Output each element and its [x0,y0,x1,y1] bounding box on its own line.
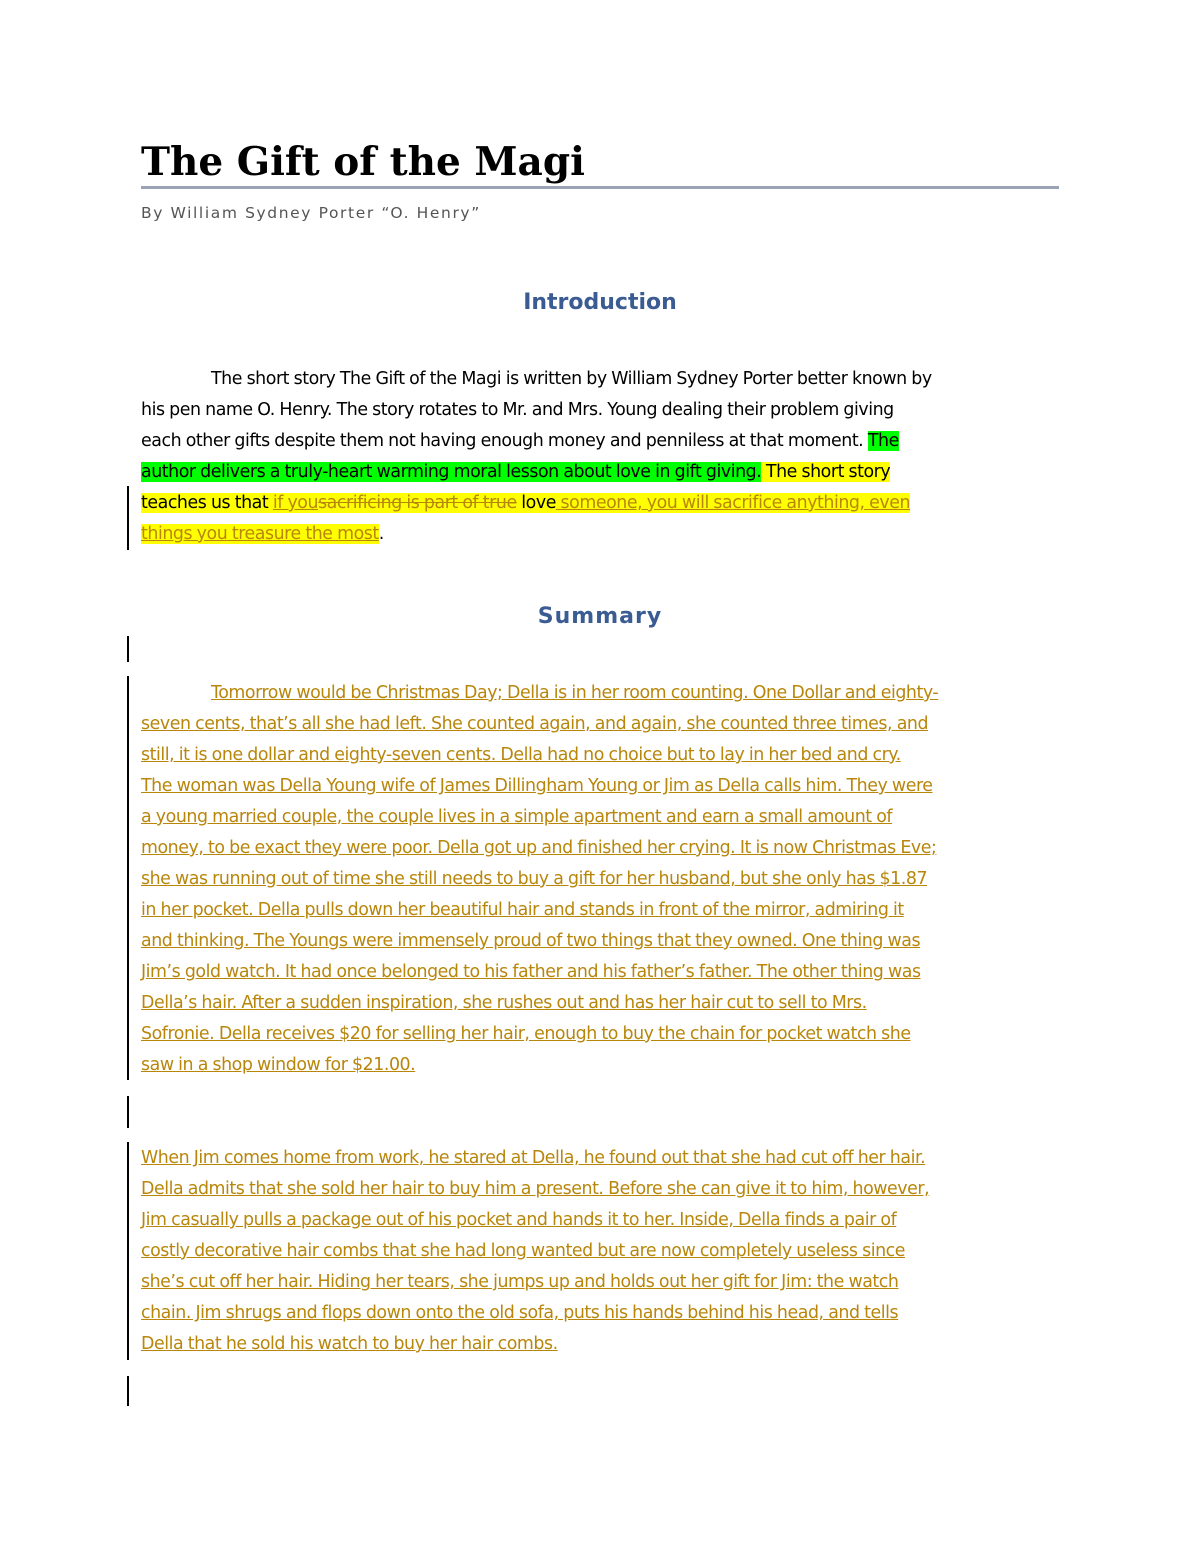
change-bar [127,1096,129,1128]
inserted-text: When Jim comes home from work, he stared at Della, he found out that she had cut off her hair. [141,1148,926,1168]
text-run: his pen name O. Henry. The story rotates to Mr. and Mrs. Young dealing their problem giving [141,400,894,420]
change-bar [127,1376,129,1406]
yellow-highlighted-text: The short story [761,462,891,482]
inserted-text: a young married couple, the couple lives in a simple apartment and earn a small amount of [141,807,893,827]
deleted-text: sacrificing is part of true [318,493,517,513]
text-run: The short story The Gift of the Magi is written by William Sydney Porter better known by [211,369,932,389]
change-bar [127,676,129,1080]
inserted-text: money, to be exact they were poor. Della got up and finished her crying. It is now Christmas Eve; [141,838,937,858]
inserted-text: chain. Jim shrugs and flops down onto the old sofa, puts his hands behind his head, and tells [141,1303,899,1323]
inserted-text: Tomorrow would be Christmas Day; Della is in her room counting. One Dollar and eighty- [211,683,939,703]
inserted-text: The woman was Della Young wife of James Dillingham Young or Jim as Della calls him. They were [141,776,933,796]
text-line [141,678,1076,709]
document-subtitle: By William Sydney Porter “O. Henry” [141,204,481,222]
inserted-text: Sofronie. Della receives $20 for selling her hair, enough to buy the chain for pocket watch she [141,1024,911,1044]
text-run: teaches us that [141,493,273,513]
inserted-text: she was running out of time she still needs to buy a gift for her husband, but she only has $1.87 [141,869,928,889]
inserted-text: and thinking. The Youngs were immensely proud of two things that they owned. One thing was [141,931,921,951]
text-line [141,519,1076,550]
inserted-text: Della’s hair. After a sudden inspiration, she rushes out and has her hair cut to sell to Mrs. [141,993,867,1013]
yellow-highlighted-span [141,493,910,513]
change-bar [127,636,129,662]
inserted-text: Della that he sold his watch to buy her hair combs. [141,1334,558,1354]
text-line [141,457,1076,488]
green-highlighted-text: author delivers a truly-heart warming moral lesson about love in gift giving. [141,462,762,482]
text-line [141,395,1076,426]
inserted-text: seven cents, that’s all she had left. She counted again, and again, she counted three times, and [141,714,929,734]
text-run: each other gifts despite them not having enough money and penniless at that moment. [141,431,868,451]
summary-heading: Summary [537,604,663,629]
inserted-text: in her pocket. Della pulls down her beautiful hair and stands in front of the mirror, admiring it [141,900,904,920]
text-run: . [378,524,384,544]
text-run: love [516,493,556,513]
inserted-text: saw in a shop window for $21.00. [141,1055,416,1075]
inserted-text: things you treasure the most [141,524,379,544]
title-underline-rule [141,186,1059,189]
change-bar [127,1142,129,1360]
text-line [141,364,1076,395]
summary-paragraph-2 [141,1143,1076,1360]
inserted-text: someone, you will sacrifice anything, even [555,493,911,513]
change-bar [127,486,129,550]
summary-paragraph-1 [141,678,1076,1081]
inserted-text: if you [272,493,319,513]
inserted-text: Jim casually pulls a package out of his pocket and hands it to her. Inside, Della finds a pair of [141,1210,897,1230]
green-highlighted-text: The [867,431,899,451]
introduction-heading: Introduction [523,290,677,315]
text-line [141,426,1076,457]
inserted-text: Della admits that she sold her hair to buy him a present. Before she can give it to him, however, [141,1179,930,1199]
document-title: The Gift of the Magi [141,139,585,185]
inserted-text: costly decorative hair combs that she had long wanted but are now completely useless since [141,1241,906,1261]
inserted-text: she’s cut off her hair. Hiding her tears, she jumps up and holds out her gift for Jim: the watch [141,1272,899,1292]
inserted-text: still, it is one dollar and eighty-seven cents. Della had no choice but to lay in her bed and cry. [141,745,901,765]
introduction-paragraph [141,364,1076,550]
text-line [141,488,1076,519]
inserted-text: Jim’s gold watch. It had once belonged to his father and his father’s father. The other thing was [141,962,921,982]
